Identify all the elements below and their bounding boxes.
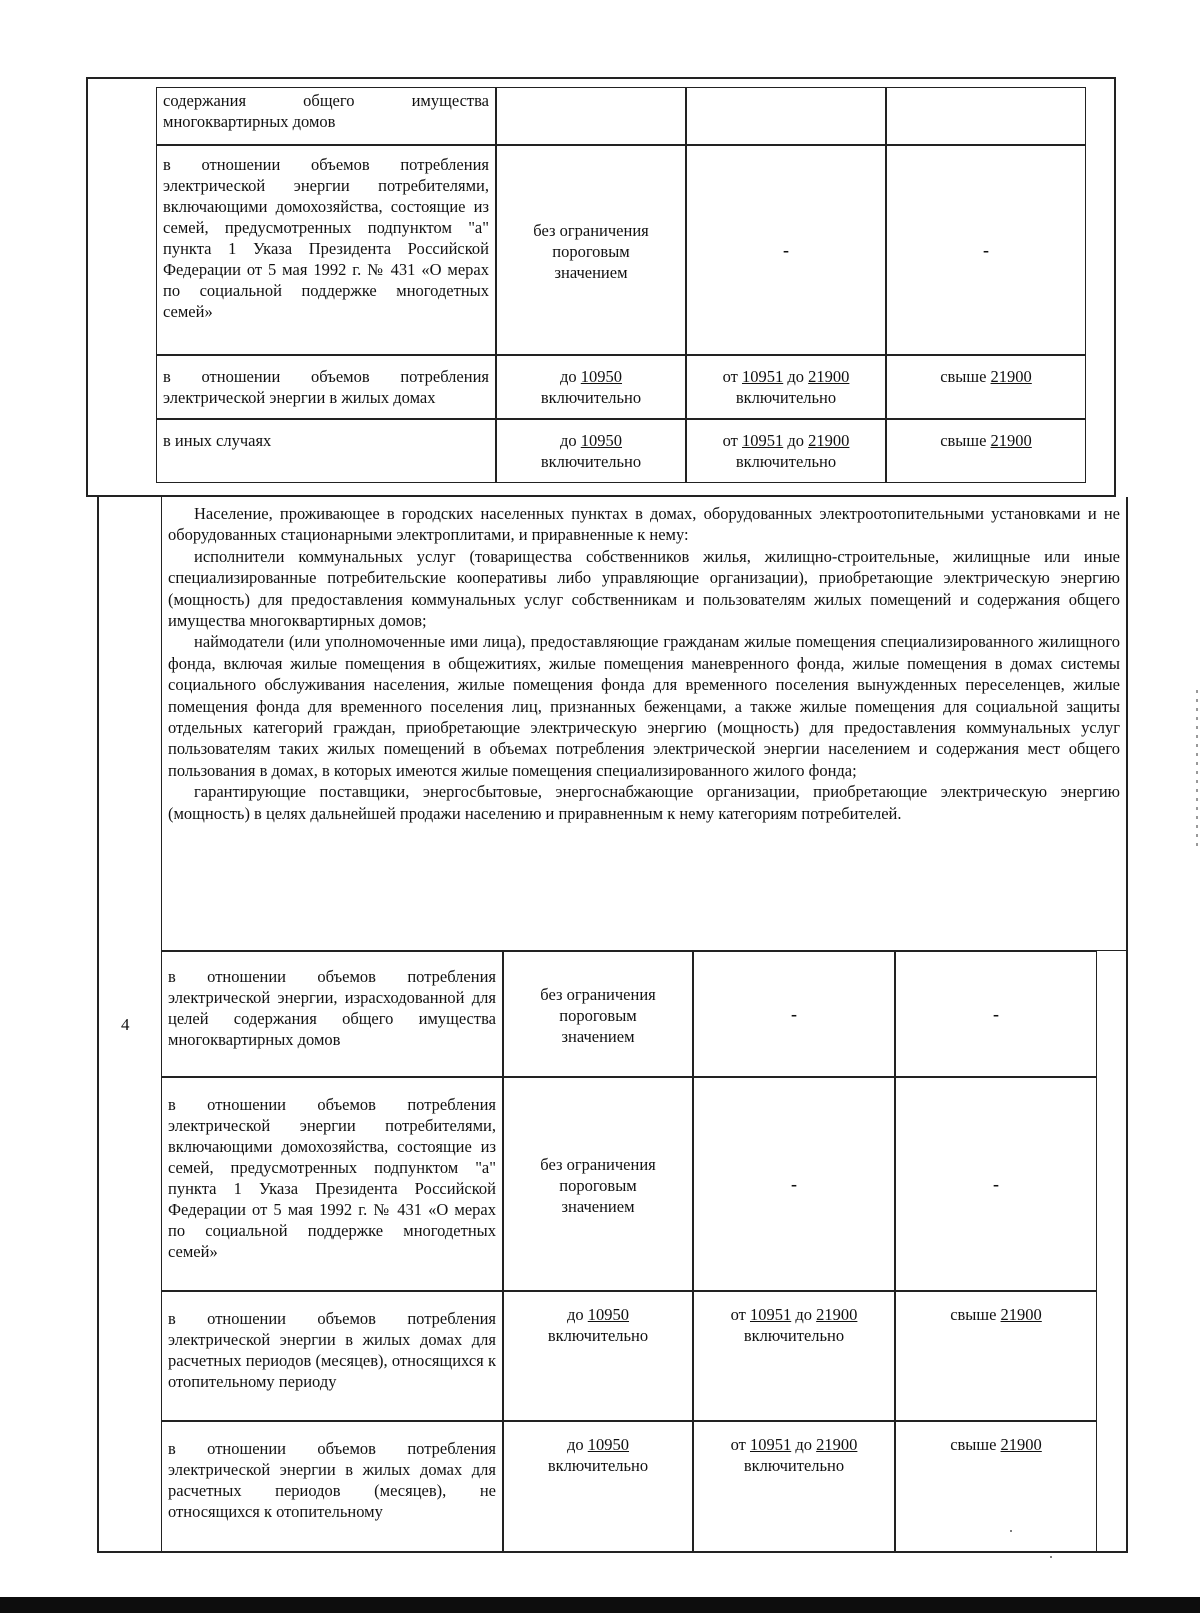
t1-row4-col2: от 10951 до 21900 включительно — [686, 419, 886, 483]
population-description — [161, 497, 1128, 951]
t2-row1-desc: в отношении объемов потребления электрической энергии, израсходованной для целей содержания общего имущества многоквартирных домов — [161, 951, 503, 1077]
t2-row4-col1: до 10950 включительно — [503, 1421, 693, 1553]
t1-row3-col2: от 10951 до 21900 включительно — [686, 355, 886, 419]
paragraph-2: исполнители коммунальных услуг (товарищества собственников жилья, жилищно-строительные, жилищные или иные специализированные потребительские кооперативы либо управляющие организации), приобретающие электрическую энергию (мощность) для предоставления коммунальных услуг собственникам и пользователям жилых помещений и содержания общего имущества многоквартирных домов; — [168, 546, 1120, 631]
t1-row1-desc: содержания общего имущества многоквартирных домов — [156, 87, 496, 145]
scan-speck — [1010, 1530, 1012, 1532]
paragraph-1: Население, проживающее в городских населенных пунктах в домах, оборудованных электроотопительными установками и не оборудованных стационарными электроплитами, и приравненные к нему: — [168, 504, 1120, 545]
t2-row1-col1: без ограничения пороговым значением — [503, 951, 693, 1077]
t2-row3-col1: до 10950 включительно — [503, 1291, 693, 1421]
t1-row2-desc: в отношении объемов потребления электрической энергии потребителями, включающими домохозяйства, состоящие из семей, предусмотренных подпунктом "а" пункта 1 Указа Президента Российской Федерации от 5 мая 1992 г. № 431 «О мерах по социальной поддержке многодетных семей» — [156, 145, 496, 355]
t2-row3-col2: от 10951 до 21900 включительно — [693, 1291, 895, 1421]
t2-row2-col1: без ограничения пороговым значением — [503, 1077, 693, 1291]
scan-speck — [1050, 1556, 1052, 1558]
t1-row1-col2 — [686, 87, 886, 145]
t2-row4-col3: свыше 21900 — [895, 1421, 1097, 1553]
tariff-table-continuation — [86, 77, 1116, 497]
t2-row3-col3: свыше 21900 — [895, 1291, 1097, 1421]
t2-row2-desc: в отношении объемов потребления электрической энергии потребителями, включающими домохозяйства, состоящие из семей, предусмотренных подпунктом "а" пункта 1 Указа Президента Российской Федерации от 5 мая 1992 г. № 431 «О мерах по социальной поддержке многодетных семей» — [161, 1077, 503, 1291]
tariff-table-row-4 — [97, 497, 1128, 1553]
t2-row4-col2: от 10951 до 21900 включительно — [693, 1421, 895, 1553]
t2-row1-col3: - — [895, 951, 1097, 1077]
paragraph-4: гарантирующие поставщики, энергосбытовые, энергоснабжающие организации, приобретающие электрическую энергию (мощность) в целях дальнейшей продажи населению и приравненным к нему категориям потребителей. — [168, 782, 1120, 823]
t1-row1-col1 — [496, 87, 686, 145]
t1-row4-col1: до 10950 включительно — [496, 419, 686, 483]
row-number: 4 — [121, 1015, 130, 1034]
t2-row2-col2: - — [693, 1077, 895, 1291]
t1-row2-col3: - — [886, 145, 1086, 355]
t1-row4-desc: в иных случаях — [156, 419, 496, 483]
t2-row4-desc: в отношении объемов потребления электрической энергии в жилых домах для расчетных периодов (месяцев), не относящихся к отопительному — [161, 1421, 503, 1553]
scan-bottom-edge — [0, 1597, 1200, 1613]
t1-row2-col2: - — [686, 145, 886, 355]
t1-row3-col1: до 10950 включительно — [496, 355, 686, 419]
paragraph-3: наймодатели (или уполномоченные ими лица), предоставляющие гражданам жилые помещения специализированного жилищного фонда, включая жилые помещения в общежитиях, жилые помещения маневренного фонда, жилые помещения в домах системы социального обслуживания населения, жилые помещения фонда для временного поселения вынужденных переселенцев, жилые помещения фонда для временного поселения лиц, признанных беженцами, а также жилые помещения для социальной защиты отдельных категорий граждан, приобретающие электрическую энергию (мощность) для предоставления коммунальных услуг пользователям таких жилых помещений в объемах потребления электрической энергии населением и содержания мест общего пользования в домах, в которых имеются жилые помещения специализированного жилого фонда; — [168, 632, 1120, 780]
t2-row2-col3: - — [895, 1077, 1097, 1291]
t1-row2-col1: без ограничения пороговым значением — [496, 145, 686, 355]
t2-row3-desc: в отношении объемов потребления электрической энергии в жилых домах для расчетных периодов (месяцев), относящихся к отопительному периоду — [161, 1291, 503, 1421]
scan-edge-marks — [1196, 690, 1198, 850]
t1-row3-col3: свыше 21900 — [886, 355, 1086, 419]
t1-row1-col3 — [886, 87, 1086, 145]
t1-row4-col3: свыше 21900 — [886, 419, 1086, 483]
t2-row1-col2: - — [693, 951, 895, 1077]
t1-row3-desc: в отношении объемов потребления электрической энергии в жилых домах — [156, 355, 496, 419]
